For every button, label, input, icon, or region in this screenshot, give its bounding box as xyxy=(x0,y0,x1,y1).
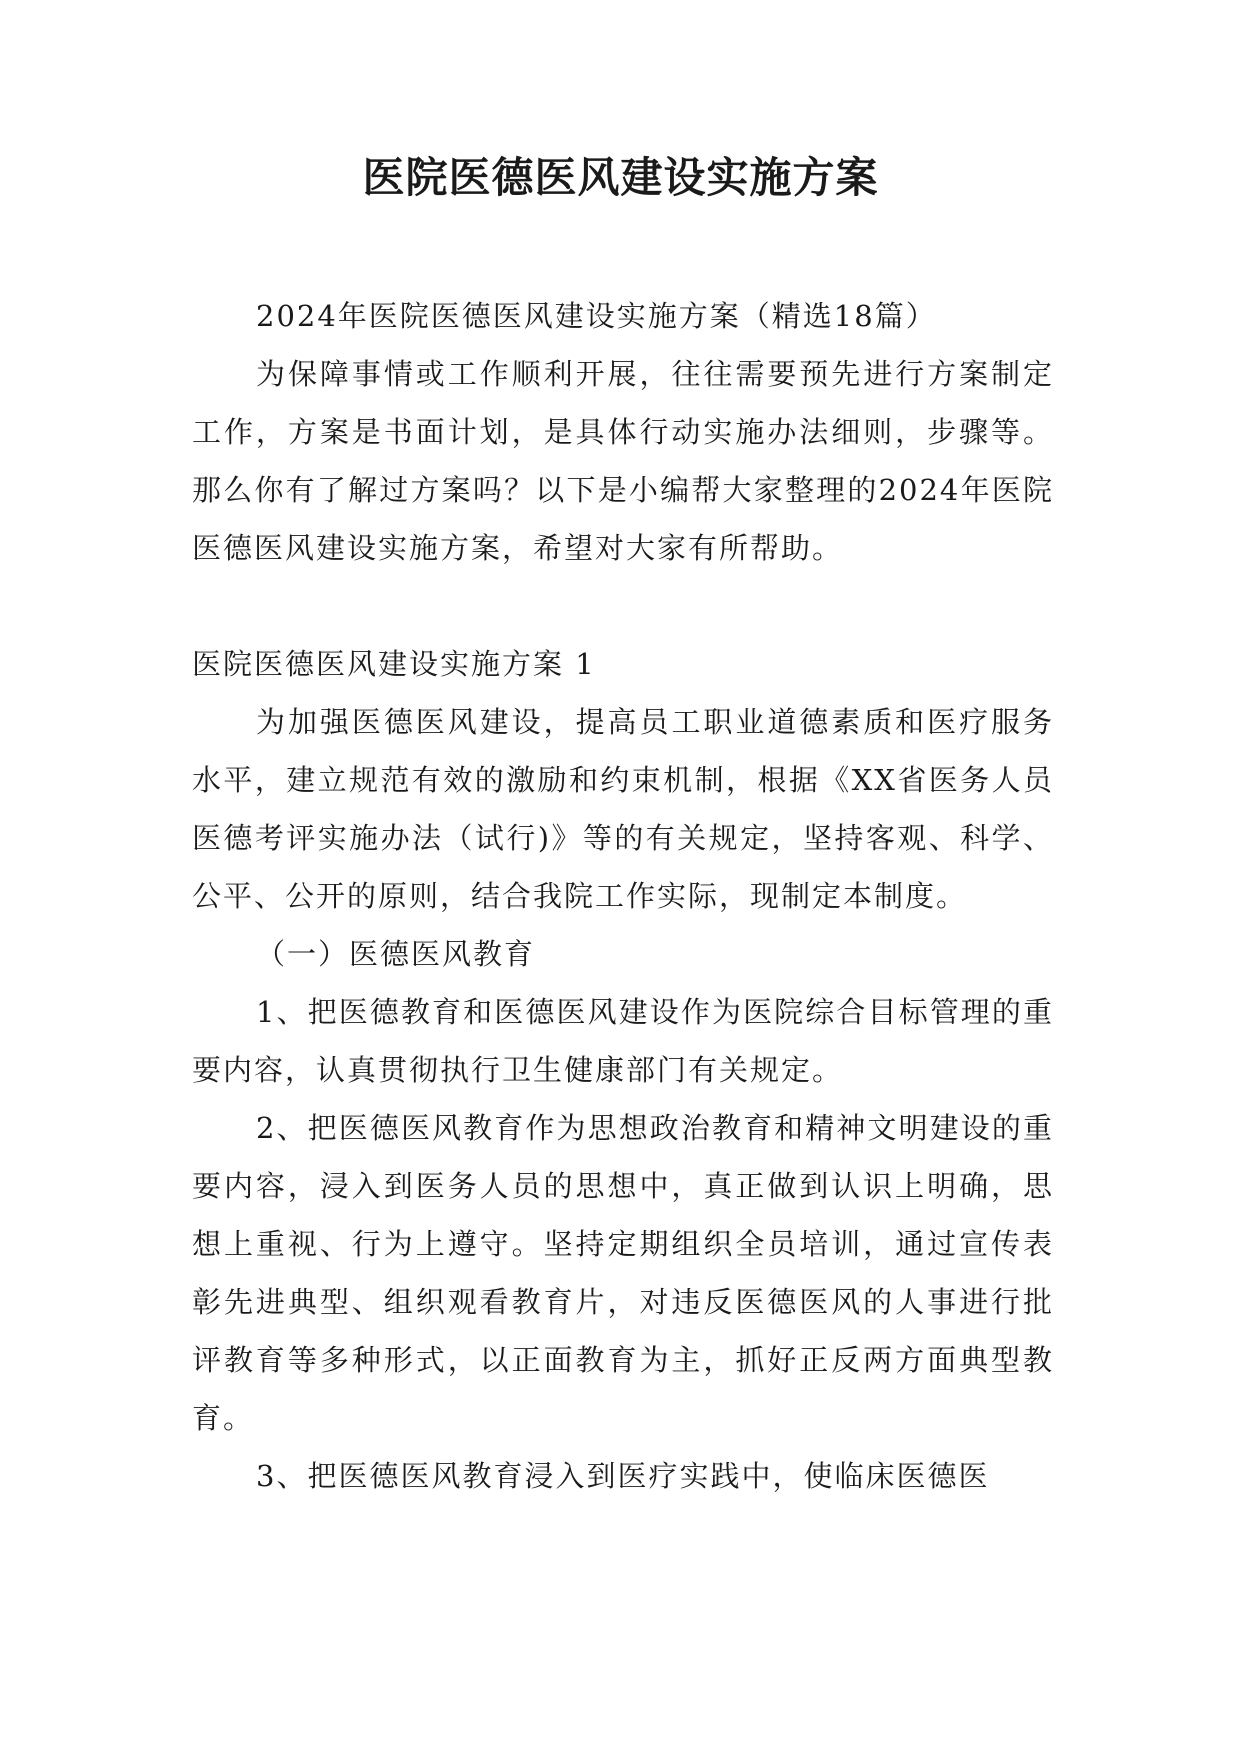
section-intro-paragraph: 为加强医德医风建设，提高员工职业道德素质和医疗服务水平，建立规范有效的激励和约束机制，根据《XX省医务人员医德考评实施办法（试行)》等的有关规定，坚持客观、科学、公平、公开的原则，结合我院工作实际，现制定本制度。 xyxy=(192,705,1054,913)
section-block xyxy=(192,635,1054,1505)
list-item: 1、把医德教育和医德医风建设作为医院综合目标管理的重要内容，认真贯彻执行卫生健康部门有关规定。 xyxy=(192,995,1054,1087)
intro-paragraph: 为保障事情或工作顺利开展，往往需要预先进行方案制定工作，方案是书面计划，是具体行动实施办法细则，步骤等。那么你有了解过方案吗？以下是小编帮大家整理的2024年医院医德医风建设实施方案，希望对大家有所帮助。 xyxy=(192,357,1054,565)
subsection-heading: （一）医德医风教育 xyxy=(256,937,536,971)
intro-block xyxy=(192,287,1054,577)
document-subtitle: 2024年医院医德医风建设实施方案（精选18篇） xyxy=(256,299,937,333)
document-title: 医院医德医风建设实施方案 xyxy=(362,153,879,202)
list-item: 3、把医德医风教育浸入到医疗实践中，使临床医德医 xyxy=(256,1459,990,1493)
section-heading: 医院医德医风建设实施方案 1 xyxy=(192,647,596,681)
list-item: 2、把医德医风教育作为思想政治教育和精神文明建设的重要内容，浸入到医务人员的思想中，真正做到认识上明确，思想上重视、行为上遵守。坚持定期组织全员培训，通过宣传表彰先进典型、组织观看教育片，对违反医德医风的人事进行批评教育等多种形式，以正面教育为主，抓好正反两方面典型教育。 xyxy=(192,1111,1054,1435)
